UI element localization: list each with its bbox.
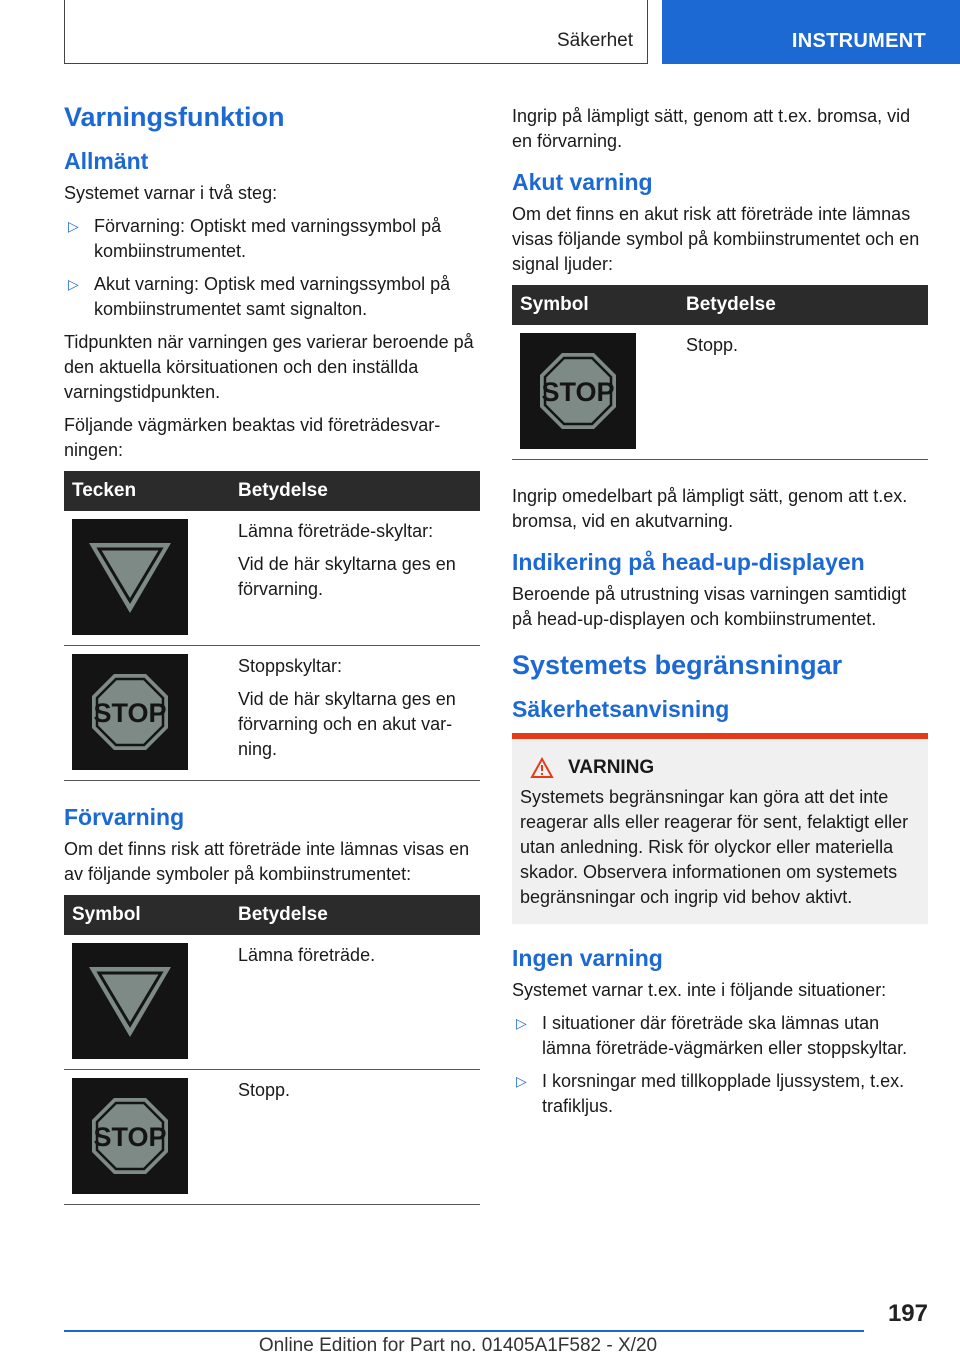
heading-ingen: Ingen varning — [512, 944, 663, 971]
table-row — [64, 1069, 480, 1204]
stop-sign-icon — [520, 333, 636, 449]
allmant-para1: Tidpunkten när varningen ges varierar beroende på den aktuella körsituationen och den inställda varningstidpunkten. — [64, 331, 474, 402]
table-row — [64, 935, 480, 1070]
heading-allmant: Allmänt — [64, 148, 149, 175]
triangle-bullet-icon: ▷ — [68, 275, 79, 292]
row-desc: Vid de här skyltarna ges en förvarning och en akut varning. — [238, 688, 456, 759]
header-section: Säkerhet — [556, 30, 633, 51]
akut-text: Om det finns en akut risk att företräde inte lämnas visas följande symbol på kombiinstrumentet och en signal ljuder: — [512, 203, 920, 274]
allmant-intro: Systemet varnar i två steg: — [64, 182, 278, 203]
heading-hud: Indikering på head-up-displayen — [512, 548, 865, 575]
table-row — [64, 645, 480, 780]
footer-divider — [64, 1330, 864, 1332]
svg-text:STOP: STOP — [93, 697, 167, 728]
heading-akut: Akut varning — [512, 169, 653, 195]
table-header-col2: Betydelse — [230, 471, 480, 511]
table-row — [512, 325, 928, 460]
header-chapter-tab[interactable] — [662, 0, 960, 64]
list-item: ▷ I situationer där företräde ska lämnas utan lämna företräde-vägmärken eller stoppskyltar. — [516, 1012, 908, 1058]
signs-table — [64, 471, 480, 781]
forvarning-table — [64, 895, 480, 1205]
stop-sign-icon — [72, 654, 188, 770]
allmant-list — [64, 214, 480, 322]
stop-sign-icon — [72, 1078, 188, 1194]
triangle-bullet-icon: ▷ — [68, 217, 79, 234]
row-desc: Lämna företräde. — [238, 944, 376, 965]
triangle-bullet-icon: ▷ — [516, 1072, 527, 1089]
svg-text:STOP: STOP — [541, 376, 615, 407]
table-row — [64, 511, 480, 646]
ingen-list — [512, 1011, 928, 1119]
heading-forvarning: Förvarning — [64, 803, 185, 830]
footer-edition: Online Edition for Part no. 01405A1F582 - X/20 — [258, 1335, 658, 1356]
right-intro: Ingrip på lämpligt sätt, genom att t.ex. bromsa, vid en förvarning. — [512, 106, 911, 151]
warning-title — [520, 757, 920, 779]
svg-text:STOP: STOP — [93, 1121, 167, 1152]
heading-safety: Säkerhetsanvisning — [512, 695, 730, 722]
left-column — [64, 100, 480, 1215]
hud-text: Beroende på utrustning visas varningen samtidigt på head-up-displayen och kombiinstrumentet. — [512, 583, 907, 629]
row-desc: Stopp. — [686, 334, 739, 355]
header-section-box — [64, 0, 648, 64]
ingen-text: Systemet varnar t.ex. inte i följande situationer: — [512, 979, 887, 1000]
table-header-col1: Symbol — [512, 285, 678, 325]
table-header-col1: Tecken — [64, 471, 230, 511]
list-item: ▷ Förvarning: Optiskt med varningssymbol på kombiinstrumentet. — [68, 215, 442, 261]
table-header-col2: Betydelse — [230, 895, 480, 935]
page-title: Varningsfunktion — [64, 102, 285, 132]
warning-triangle-icon — [530, 757, 554, 779]
list-item: ▷ I korsningar med tillkopplade ljussystem, t.ex. trafikljus. — [516, 1070, 905, 1116]
warning-box — [512, 733, 928, 924]
right-column — [512, 104, 928, 1127]
heading-limits: Systemets begränsningar — [512, 649, 843, 680]
header-chapter: INSTRUMENT — [791, 30, 926, 52]
triangle-bullet-icon: ▷ — [516, 1014, 527, 1031]
yield-sign-icon — [72, 519, 188, 635]
forvarning-text: Om det finns risk att företräde inte lämnas visas en av följande symboler på kombiinstrumentet: — [64, 838, 470, 884]
yield-sign-icon — [72, 943, 188, 1059]
warning-text: Systemets begränsningar kan göra att det inte reagerar alls eller reagerar för sent, felaktigt eller utan anledning. Risk för olyckor eller materiella skador. Observera informationen om systemets begränsningar och ingrip vid behov aktivt. — [520, 786, 909, 907]
page-number: 197 — [887, 1300, 928, 1327]
after-table-text: Ingrip omedelbart på lämpligt sätt, genom att t.ex. bromsa, vid en akutvarning. — [512, 485, 908, 531]
row-title: Stoppskyltar: — [238, 655, 343, 676]
allmant-para2: Följande vägmärken beaktas vid företrädesvarningen: — [64, 414, 441, 460]
table-header-col1: Symbol — [64, 895, 230, 935]
akut-table — [512, 285, 928, 460]
warning-label: VARNING — [568, 756, 655, 778]
row-title: Lämna företräde-skyltar: — [238, 520, 434, 541]
list-item: ▷ Akut varning: Optisk med varningssymbol på kombiinstrumentet samt signalton. — [68, 273, 451, 319]
row-desc: Vid de här skyltarna ges en förvarning. — [238, 553, 456, 599]
table-header-col2: Betydelse — [678, 285, 928, 325]
row-desc: Stopp. — [238, 1079, 291, 1100]
